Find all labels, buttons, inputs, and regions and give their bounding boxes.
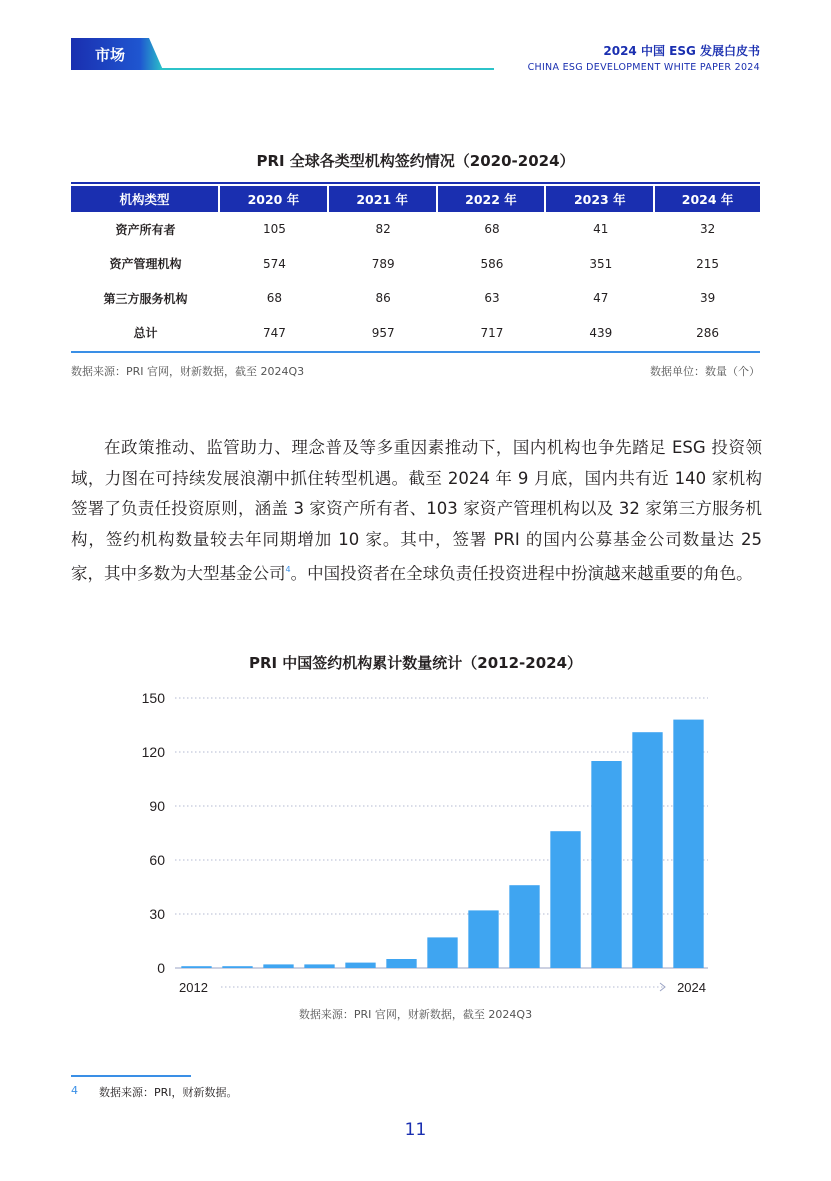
table-cell: 957 [371, 325, 395, 340]
y-tick-label: 30 [149, 906, 165, 922]
document-title: 2024 中国 ESG 发展白皮书 [603, 44, 760, 58]
table-cell: 789 [371, 256, 395, 271]
table-header-row [71, 186, 760, 212]
table-cell: 574 [262, 256, 286, 271]
table-bottom-rule [71, 351, 760, 353]
page-number: 11 [404, 1120, 427, 1140]
table-cell: 351 [589, 256, 613, 271]
footnote-divider [71, 1075, 191, 1077]
table-cell: 717 [480, 325, 504, 340]
footnote-number: 4 [71, 1084, 78, 1097]
table-row [71, 281, 760, 316]
row-label: 第三方服务机构 [103, 291, 188, 306]
column-header: 2024 年 [655, 186, 760, 212]
bar-2017 [386, 959, 416, 968]
table-cell: 68 [266, 291, 283, 306]
table-cell: 105 [262, 222, 286, 237]
y-tick-label: 90 [149, 798, 165, 814]
row-label: 资产管理机构 [109, 257, 182, 272]
y-tick-label: 60 [149, 852, 165, 868]
bar-2016 [345, 963, 375, 968]
table-cell: 68 [484, 222, 500, 237]
bar-2014 [263, 964, 293, 968]
column-header: 2020 年 [220, 186, 329, 212]
table-top-rule [71, 182, 760, 184]
table-cell: 747 [262, 325, 286, 340]
document-subtitle: CHINA ESG DEVELOPMENT WHITE PAPER 2024 [527, 62, 760, 73]
table-cell: 39 [699, 291, 716, 306]
pri-signatories-table [71, 186, 760, 350]
column-header: 2023 年 [546, 186, 655, 212]
column-header: 机构类型 [71, 186, 220, 212]
chart-source: 数据来源：PRI 官网，财新数据，截至 2024Q3 [298, 1008, 533, 1021]
chart-title: PRI 中国签约机构累计数量统计（2012-2024） [248, 654, 583, 672]
table-row [71, 212, 760, 247]
table-cell: 439 [589, 325, 613, 340]
x-start-label: 2012 [179, 980, 208, 995]
section-tab-label: 市场 [95, 46, 126, 64]
bar-2021 [550, 831, 580, 968]
header-divider [160, 68, 494, 70]
table-unit: 数据单位：数量（个） [650, 365, 760, 378]
table-cell: 215 [696, 256, 720, 271]
table-cell: 41 [593, 222, 609, 237]
paragraph-text-end: 。中国投资者在全球负责任投资进程中扮演越来越重要的角色。 [290, 564, 753, 583]
footnote-text: 数据来源：PRI，财新数据。 [99, 1086, 238, 1099]
bar-2018 [427, 937, 457, 968]
bar-2020 [509, 885, 539, 968]
table-cell: 63 [484, 291, 500, 306]
column-header: 2022 年 [438, 186, 547, 212]
table-cell: 32 [699, 222, 716, 237]
paragraph-text: 在政策推动、监管助力、理念普及等多重因素推动下，国内机构也争先踏足 ESG 投资领域，力图在可持续发展浪潮中抓住转型机遇。截至 2024 年 9 月底，国内共有近 140 家机构签署了负责任投资原则，涵盖 3 家资产所有者、103 家资产管理机构以及 32 家第三方服务机构，签约机构数量较去年同期增加 10 家。其中，签署 PRI 的国内公募基金公司数量达 25 家，其中多数为大型基金公司 [71, 438, 762, 583]
x-end-label: 2024 [677, 980, 706, 995]
bar-2024 [673, 720, 703, 968]
table-source: 数据来源：PRI 官网，财新数据，截至 2024Q3 [71, 365, 305, 378]
bar-2012 [181, 966, 211, 968]
bar-2022 [591, 761, 621, 968]
table-cell: 47 [593, 291, 609, 306]
bar-2019 [468, 910, 498, 968]
y-tick-label: 0 [157, 960, 165, 976]
bar-2023 [632, 732, 662, 968]
table-cell: 286 [696, 325, 720, 340]
table-cell: 586 [480, 256, 504, 271]
bar-2015 [304, 964, 334, 968]
table-cell: 86 [375, 291, 391, 306]
y-tick-label: 150 [141, 690, 165, 706]
bar-2013 [222, 966, 252, 968]
column-header: 2021 年 [329, 186, 438, 212]
table-row [71, 247, 760, 282]
row-label: 资产所有者 [115, 222, 176, 237]
body-paragraph [71, 433, 762, 590]
table-row-total [71, 316, 760, 351]
section-tab [71, 38, 163, 70]
table-title: PRI 全球各类型机构签约情况（2020-2024） [256, 152, 575, 170]
y-tick-label: 120 [141, 744, 165, 760]
bar-chart [120, 680, 720, 1000]
footnote-reference[interactable]: 4 [285, 565, 291, 574]
row-label: 总计 [133, 326, 158, 341]
table-cell: 82 [375, 222, 391, 237]
